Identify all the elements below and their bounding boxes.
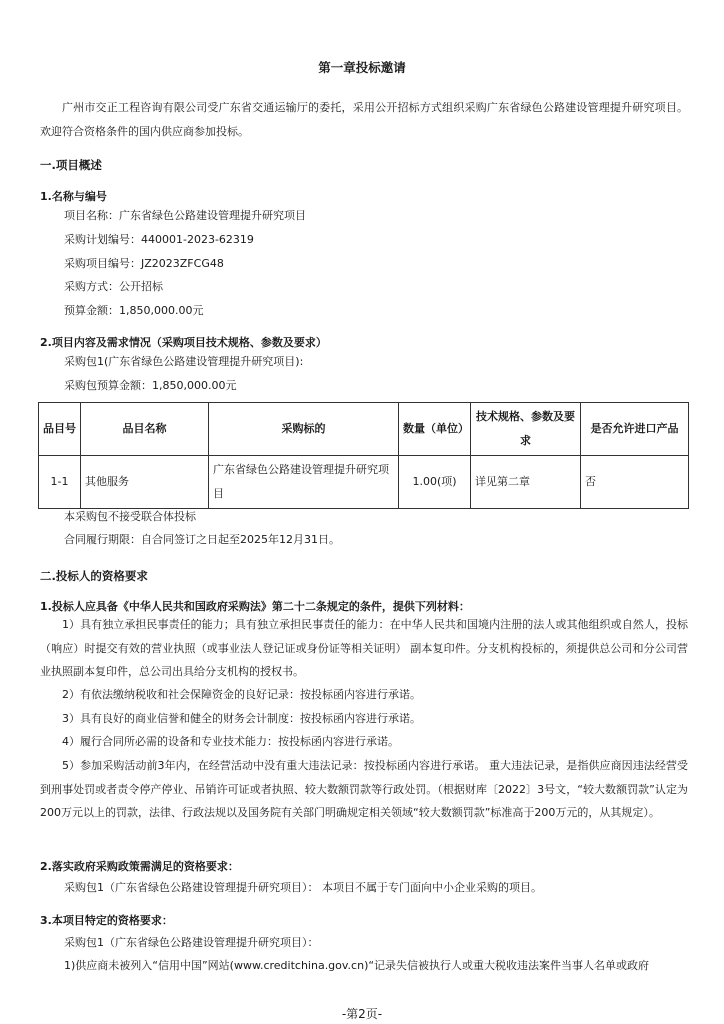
qualification-item-2: 2）有依法缴纳税收和社会保障资金的良好记录：按投标函内容进行承诺。 <box>62 688 421 701</box>
section-1-heading: 一.项目概述 <box>40 158 102 172</box>
table-header-row <box>39 403 689 456</box>
project-number: 采购项目编号：JZ2023ZFCG48 <box>64 257 224 270</box>
col-item-name: 品目名称 <box>81 403 209 456</box>
specific-requirement-package: 采购包1（广东省绿色公路建设管理提升研究项目）： <box>64 936 319 949</box>
col-quantity: 数量（单位） <box>399 403 471 456</box>
page-number: -第2页- <box>341 1007 383 1021</box>
col-spec: 技术规格、参数及要求 <box>471 403 581 456</box>
plan-number: 采购计划编号：440001-2023-62319 <box>64 233 254 246</box>
section-1-2-heading: 2.项目内容及需求情况（采购项目技术规格、参数及要求） <box>40 336 327 349</box>
cell-quantity: 1.00(项) <box>399 456 471 509</box>
qualification-item-3: 3）具有良好的商业信誉和健全的财务会计制度：按投标函内容进行承诺。 <box>62 712 421 725</box>
procurement-method: 采购方式：公开招标 <box>64 280 163 293</box>
qualification-item-5: 5）参加采购活动前3年内，在经营活动中没有重大违法记录：按投标函内容进行承诺。 重大违法记录，是指供应商因违法经营受到刑事处罚或者责令停产停业、吊销许可证或者执照、较大数额罚款等行政处罚。（根据财库〔2022〕3号文，“较大数额罚款”认定为200万元以上的罚款，法律、行政法规以及国务院有关部门明确规定相关领域“较大数额罚款”标准高于200万元的，从其规定）。 <box>40 759 688 819</box>
specific-requirement-1: 1)供应商未被列入“信用中国”网站(www.creditchina.gov.cn)“记录失信被执行人或重大税收违法案件当事人名单或政府 <box>64 959 650 972</box>
cell-spec: 详见第二章 <box>471 456 581 509</box>
project-name: 项目名称：广东省绿色公路建设管理提升研究项目 <box>64 209 306 222</box>
section-2-heading: 二.投标人的资格要求 <box>40 569 148 583</box>
col-subject: 采购标的 <box>209 403 399 456</box>
cell-import: 否 <box>581 456 689 509</box>
qualification-item-1: 1）具有独立承担民事责任的能力；具有独立承担民事责任的能力：在中华人民共和国境内注册的法人或其他组织或自然人，投标（响应）时提交有效的营业执照（或事业法人登记证或身份证等相关证明） 副本复印件。分支机构投标的，须提供总公司和分公司营业执照副本复印件，总公司出具给分支机构的授权书。 <box>40 618 688 678</box>
budget-amount: 预算金额：1,850,000.00元 <box>64 304 204 317</box>
package-budget: 采购包预算金额：1,850,000.00元 <box>64 379 237 392</box>
col-import: 是否允许进口产品 <box>581 403 689 456</box>
col-item-number: 品目号 <box>39 403 81 456</box>
procurement-table <box>38 402 689 509</box>
section-2-3-heading: 3.本项目特定的资格要求： <box>40 914 173 927</box>
table-row <box>39 456 689 509</box>
section-2-2-heading: 2.落实政府采购政策需满足的资格要求： <box>40 860 239 873</box>
no-consortium-note: 本采购包不接受联合体投标 <box>64 510 196 523</box>
policy-requirement-line: 采购包1（广东省绿色公路建设管理提升研究项目）： 本项目不属于专门面向中小企业采购的项目。 <box>64 881 542 894</box>
intro-paragraph: 广州市交正工程咨询有限公司受广东省交通运输厅的委托，采用公开招标方式组织采购广东省绿色公路建设管理提升研究项目。欢迎符合资格条件的国内供应商参加投标。 <box>40 101 688 138</box>
section-2-1-heading: 1.投标人应具备《中华人民共和国政府采购法》第二十二条规定的条件，提供下列材料： <box>40 600 470 613</box>
package-1-line: 采购包1(广东省绿色公路建设管理提升研究项目): <box>64 355 304 368</box>
cell-subject: 广东省绿色公路建设管理提升研究项目 <box>209 456 399 509</box>
cell-item-number: 1-1 <box>39 456 81 509</box>
cell-item-name: 其他服务 <box>81 456 209 509</box>
chapter-title: 第一章投标邀请 <box>318 60 406 75</box>
qualification-item-4: 4）履行合同所必需的设备和专业技术能力：按投标函内容进行承诺。 <box>62 735 399 748</box>
contract-period: 合同履行期限：自合同签订之日起至2025年12月31日。 <box>64 533 340 546</box>
section-1-1-heading: 1.名称与编号 <box>40 190 107 203</box>
